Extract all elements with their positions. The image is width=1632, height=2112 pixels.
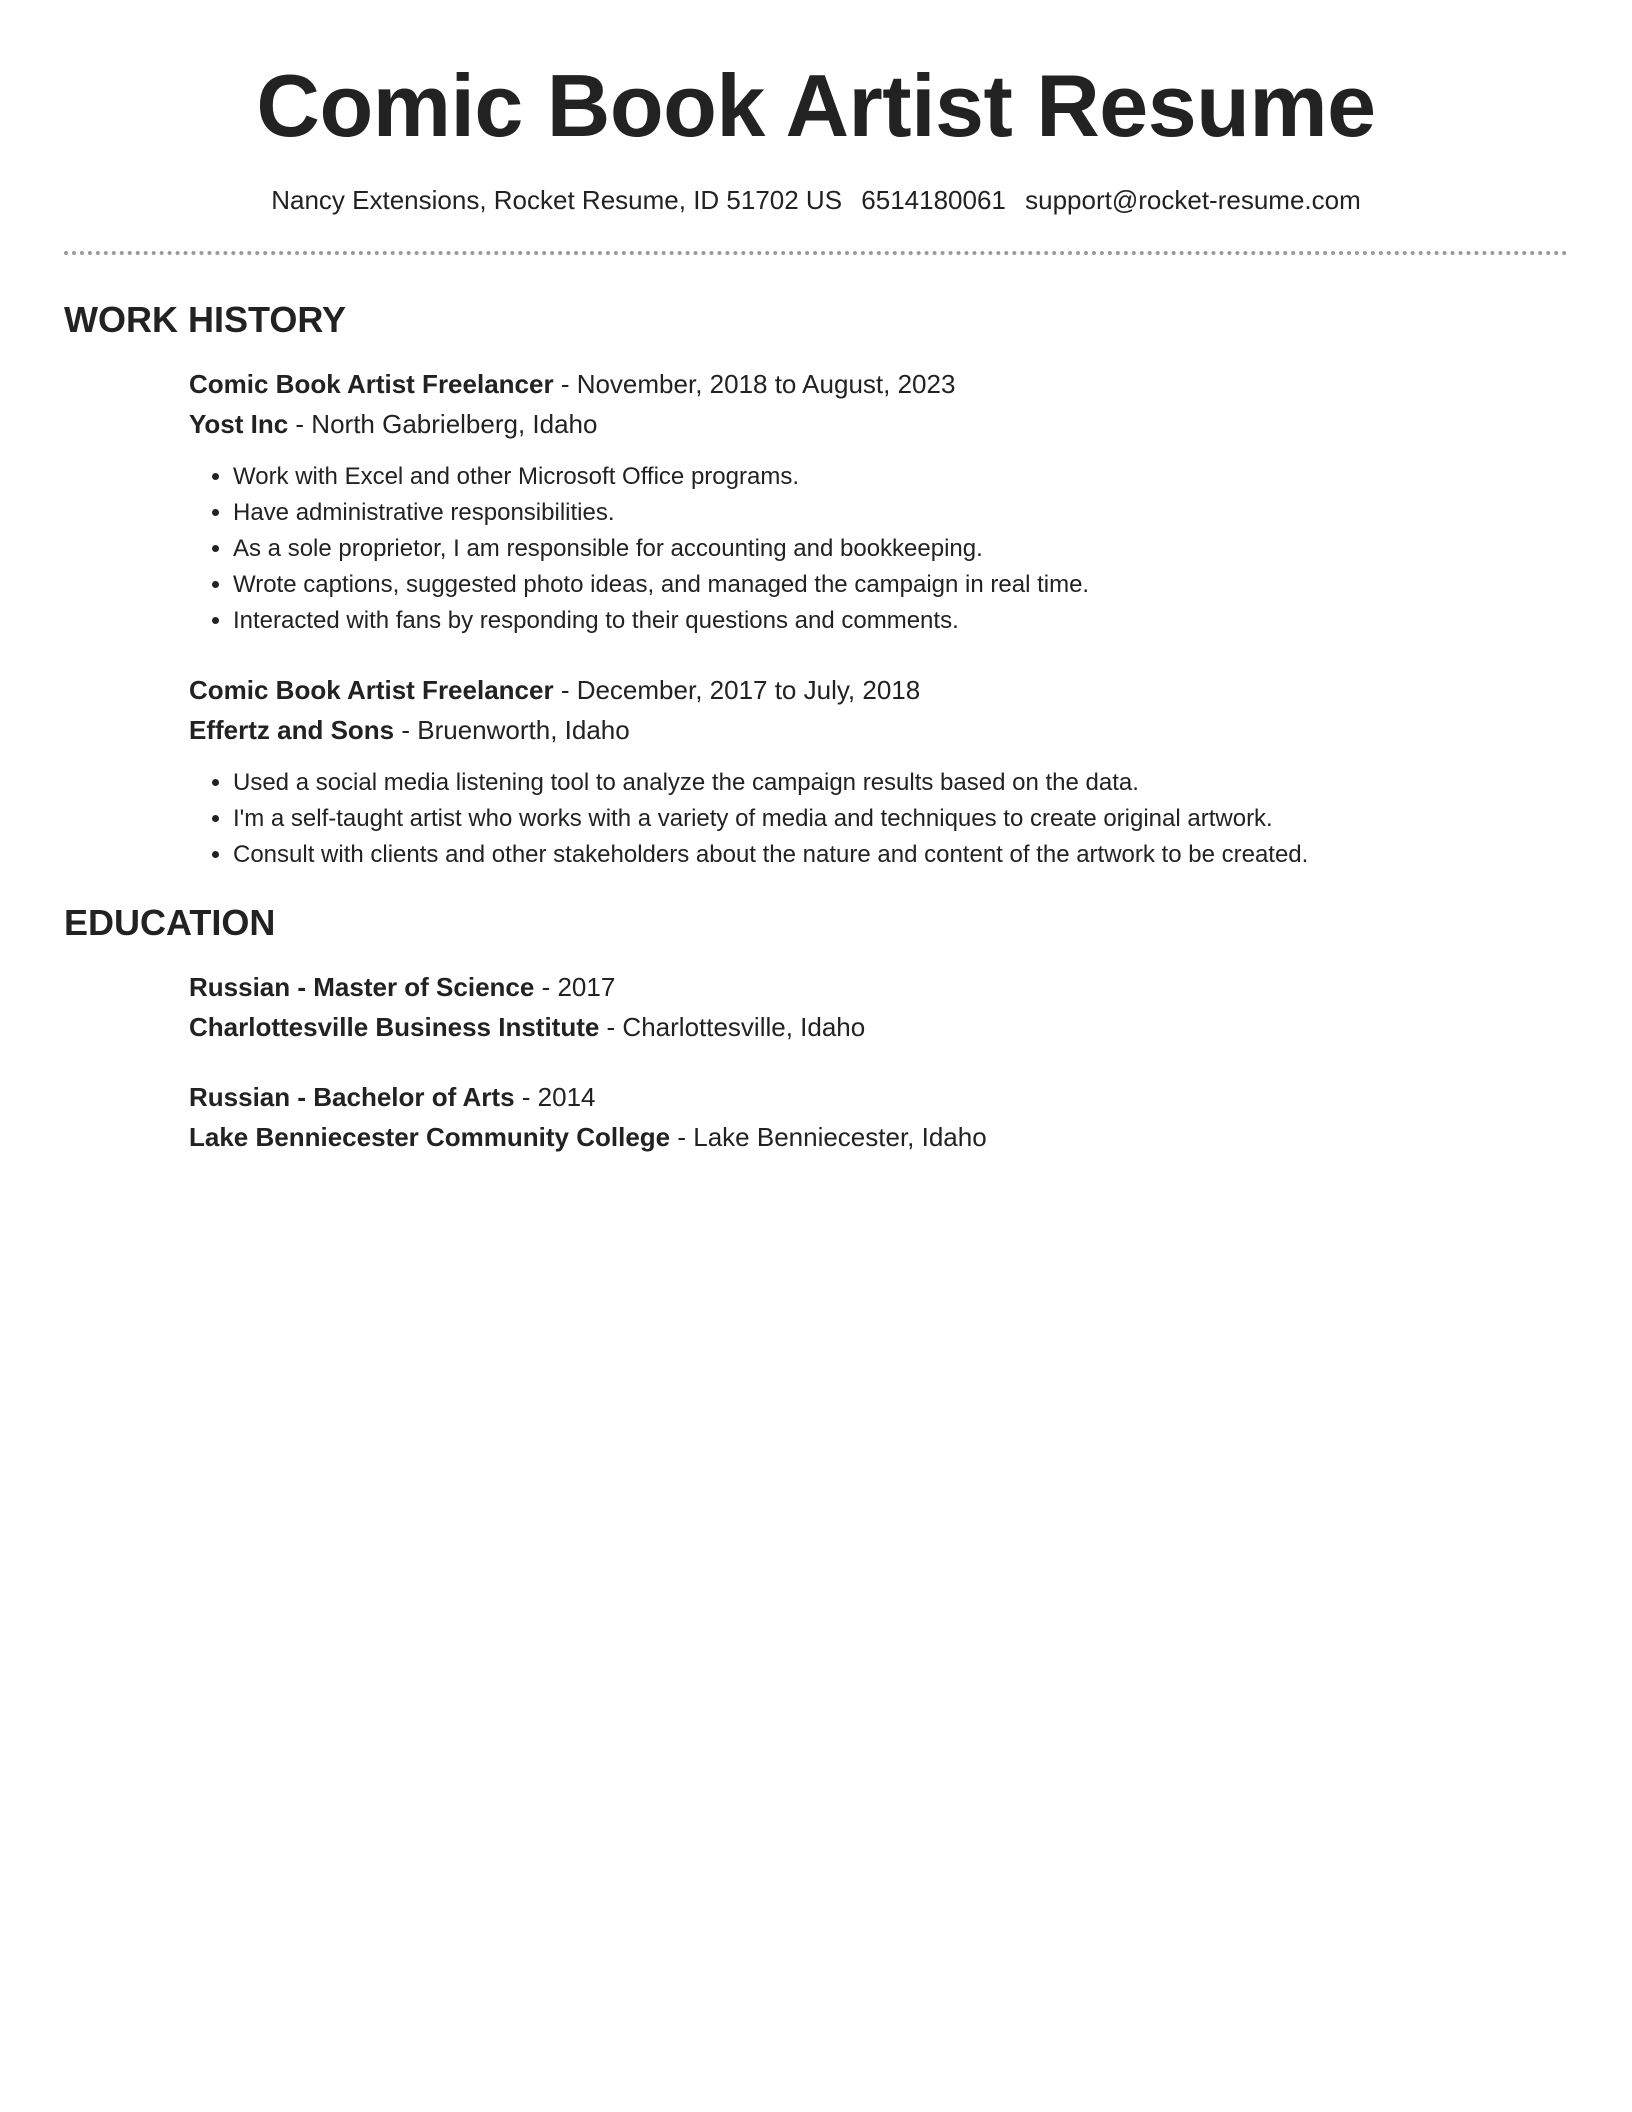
job-bullets — [189, 765, 1568, 873]
job-bullet: • As a sole proprietor, I am responsible for accounting and bookkeeping. — [233, 531, 1568, 567]
school-line — [189, 1010, 1568, 1044]
contact-phone: 6514180061 — [861, 185, 1006, 215]
contact-address: Nancy Extensions, Rocket Resume, ID 51702 US — [271, 185, 843, 215]
degree-name: Russian - Bachelor of Arts — [189, 1082, 515, 1112]
job-dates: - December, 2017 to July, 2018 — [553, 675, 921, 705]
school-name: Charlottesville Business Institute — [189, 1012, 600, 1042]
school-location: - Lake Benniecester, Idaho — [670, 1122, 987, 1152]
job-dates: - November, 2018 to August, 2023 — [553, 369, 956, 399]
company-location: - Bruenworth, Idaho — [394, 715, 630, 745]
degree-year: - 2014 — [514, 1082, 596, 1112]
school-location: - Charlottesville, Idaho — [599, 1012, 866, 1042]
company-name: Yost Inc — [189, 409, 289, 439]
degree-year: - 2017 — [534, 972, 616, 1002]
education-heading: EDUCATION — [64, 902, 276, 943]
degree-line — [189, 1080, 1568, 1114]
job-title: Comic Book Artist Freelancer — [189, 675, 554, 705]
degree-line — [189, 970, 1568, 1004]
contact-email: support@rocket-resume.com — [1025, 185, 1361, 215]
education-entry — [189, 1080, 1568, 1154]
company-line — [189, 713, 1568, 747]
job-bullets — [189, 459, 1568, 639]
job-title-line — [189, 673, 1568, 707]
work-history-heading: WORK HISTORY — [64, 299, 347, 340]
work-entry — [189, 673, 1568, 873]
job-bullet: • Interacted with fans by responding to their questions and comments. — [233, 603, 1568, 639]
job-bullet: • Have administrative responsibilities. — [233, 495, 1568, 531]
job-bullet: • Consult with clients and other stakeholders about the nature and content of the artwork to be created. — [233, 837, 1568, 873]
degree-name: Russian - Master of Science — [189, 972, 535, 1002]
resume-title: Comic Book Artist Resume — [256, 56, 1376, 155]
work-entry — [189, 367, 1568, 639]
school-line — [189, 1120, 1568, 1154]
company-location: - North Gabrielberg, Idaho — [288, 409, 598, 439]
school-name: Lake Benniecester Community College — [189, 1122, 671, 1152]
education-entry — [189, 970, 1568, 1044]
job-bullet: • Used a social media listening tool to analyze the campaign results based on the data. — [233, 765, 1568, 801]
job-title-line — [189, 367, 1568, 401]
job-bullet: • Work with Excel and other Microsoft Office programs. — [233, 459, 1568, 495]
header-divider — [64, 251, 1568, 255]
job-bullet: • I'm a self-taught artist who works with a variety of media and techniques to create original artwork. — [233, 801, 1568, 837]
job-bullet: • Wrote captions, suggested photo ideas, and managed the campaign in real time. — [233, 567, 1568, 603]
contact-line — [0, 184, 1632, 216]
company-line — [189, 407, 1568, 441]
job-title: Comic Book Artist Freelancer — [189, 369, 554, 399]
company-name: Effertz and Sons — [189, 715, 395, 745]
